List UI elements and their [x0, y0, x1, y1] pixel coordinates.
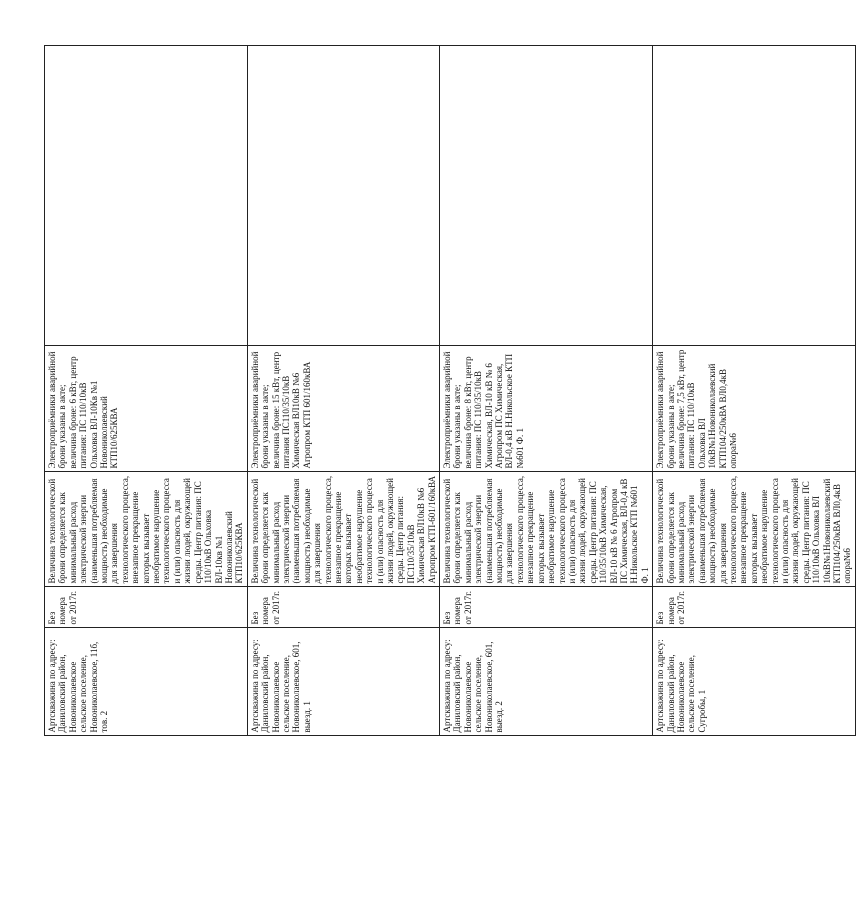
emergency-armor-table: [44, 46, 856, 867]
description-cell: Величина технологической брони определяется как минимальный расход электрической энергии (наименьшая потребляемая мощность) необходимые для завершения технологического процесса, внезапное прекращение которых вызывает необратимое нарушение технологического процесса и (или) опасность для жизни людей, окружающей среды. Центр питания: ПС110/35/10кВ Химическая ВЛ10кВ №6 Агропром КТП-601/160кВА: [247, 472, 439, 587]
description-cell: Величина технологической брони определяется как минимальный расход электрической энергии (наименьшая потребляемая мощность) необходимые для завершения технологического процесса, внезапное прекращение которых вызывает необратимое нарушение технологического процесса и (или) опасность для жизни людей, окружающей среды. Центр питания: ПС 110/35/10кВ Химическая, ВЛ-10 кВ № 6 Агропром ПС Химическая, ВЛ-0,4 кВ Н.Никольское КТП №601 Ф. 1: [440, 472, 653, 587]
table-row: [440, 46, 653, 866]
address-cell: Артскважина по адресу: Даниловский район, Новониколаевское сельское поселение, Сугробы, 1: [653, 628, 856, 736]
table-row: [247, 46, 439, 866]
address-cell: Артскважина по адресу: Даниловский район, Новониколаевское сельское поселение, Новониколаевское, 601, выезд. 1: [247, 628, 439, 736]
table-row: [45, 46, 248, 866]
empty-cell: [45, 736, 248, 866]
emergency-cell: Электроприёмники аварийной брони указаны в акте; величина броне: 15 кВт, центр питания ПС110/35/10кВ Химическая ВЛ10кВ №6 Агропром КТП 601/160кВА: [247, 346, 439, 472]
number-cell: Без номера от 2017г.: [247, 587, 439, 628]
description-cell: Величина технологической брони определяется как минимальный расход электрической энергии (наименьшая потребляемая мощность) необходимые для завершения технологического процесса, внезапное прекращение которых вызывает необратимое нарушение технологического процесса и (или) опасность для жизни людей, окружающей среды. Центр питания: ПС 110/10кВ Ольховка ВЛ-10кв №1 Новониколаевский КТП10/625КВА: [45, 472, 248, 587]
empty-cell: [440, 736, 653, 866]
number-cell: Без номера от 2017г.: [45, 587, 248, 628]
empty-cell: [247, 736, 439, 866]
table-row: [653, 46, 856, 866]
empty-cell: [653, 46, 856, 346]
empty-cell: [45, 46, 248, 346]
emergency-cell: Электроприёмники аварийной брони указаны в акте; величина броне: 7,5 кВт, центр питания: ПС 110/10кВ Ольховка ВЛ 10кВ№1Новониколаевский КТП104/250кВА ВЛ0,4кВ опора№6: [653, 346, 856, 472]
empty-cell: [440, 46, 653, 346]
description-cell: Величина технологической брони определяется как минимальный расход электрической энергии (наименьшая потребляемая мощность) необходимые для завершения технологического процесса, внезапное прекращение которых вызывает необратимое нарушение технологического процесса и (или) опасность для жизни людей, окружающей среды. Центр питания: ПС 110/10кВ Ольховка ВЛ 10кВ№1Новониколаевский КТП104/250кВА ВЛ0,4кВ опора№6: [653, 472, 856, 587]
emergency-cell: Электроприёмники аварийной брони указаны в акте; величина броне: 6 кВт, центр питания: ПС 110/10кВ Ольховка ВЛ-10Кв №1 Новониколаевский КТП10/625КВА: [45, 346, 248, 472]
number-cell: Без номера от 2017г.: [440, 587, 653, 628]
number-cell: Без номера от 2017г.: [653, 587, 856, 628]
rotated-table-container: [44, 46, 853, 866]
empty-cell: [247, 46, 439, 346]
emergency-cell: Электроприёмники аварийной брони указаны в акте; величина броне: 8 кВт, центр питания: ПС 110/35/10кВ Химическая, ВЛ-10 кВ № 6 Агропром ПС Химическая, ВЛ-0,4 кВ Н.Никольское КТП №601 Ф. 1: [440, 346, 653, 472]
address-cell: Артскважина по адресу: Даниловский район, Новониколаевское сельское поселение, Новониколаевское, 11б, тов. 2: [45, 628, 248, 736]
empty-cell: [653, 736, 856, 866]
address-cell: Артскважина по адресу: Даниловский район, Новониколаевское сельское поселение, Новониколаевское, 601, выезд. 2: [440, 628, 653, 736]
